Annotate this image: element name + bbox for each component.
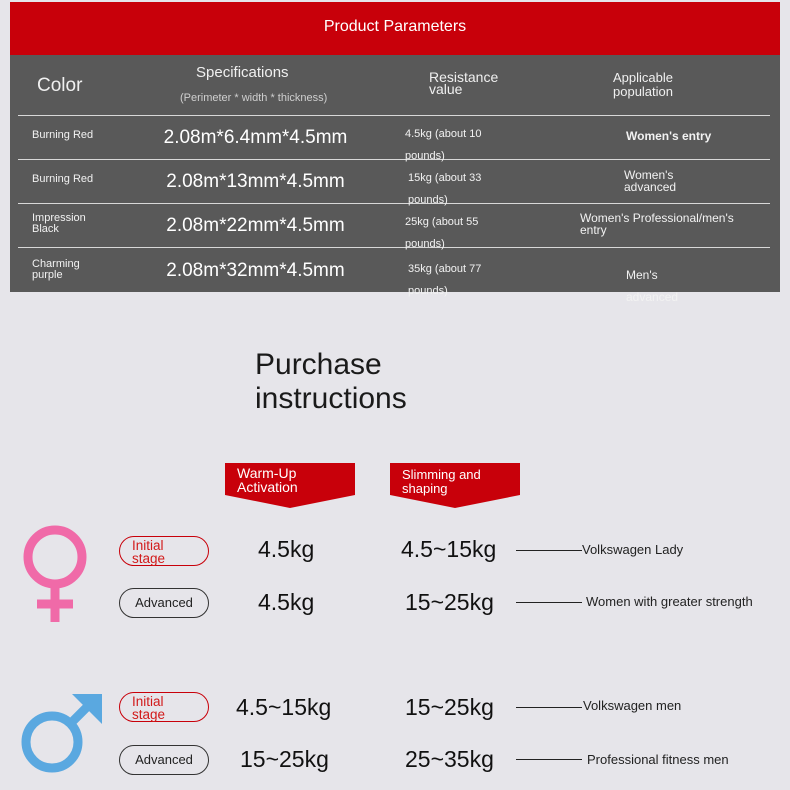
warmup-value: 15~25kg xyxy=(240,746,329,772)
row-divider xyxy=(18,247,770,248)
row-spec: 2.08m*13mm*4.5mm xyxy=(166,171,345,192)
column-label-warmup xyxy=(225,463,355,508)
stage-label-line: Initial xyxy=(132,538,164,553)
row-population-line: Men's xyxy=(626,268,658,282)
stage-pill xyxy=(119,588,209,618)
shaping-value: 15~25kg xyxy=(405,694,494,720)
row-population-line: entry xyxy=(580,223,607,237)
row-spec: 2.08m*6.4mm*4.5mm xyxy=(163,127,348,148)
row-color-line: Charming xyxy=(32,258,80,270)
row-population-line: Women's entry xyxy=(626,129,712,143)
row-color xyxy=(32,130,112,141)
header-population-line: population xyxy=(613,84,673,99)
row-spec: 2.08m*32mm*4.5mm xyxy=(166,260,345,281)
row-resistance-line: 4.5kg (about 10 xyxy=(405,128,482,140)
stage-pill xyxy=(119,745,209,775)
shaping-value: 4.5~15kg xyxy=(401,536,497,562)
shaping-value: 25~35kg xyxy=(405,746,494,772)
column-label-line: shaping xyxy=(402,481,448,496)
row-population-line: Women's Professional/men's xyxy=(580,211,734,225)
header-specifications-sub: (Perimeter * width * thickness) xyxy=(180,92,328,104)
row-color xyxy=(32,259,112,281)
audience-label: Volkswagen men xyxy=(583,698,682,713)
row-population xyxy=(626,264,678,308)
row-population-line: Women's xyxy=(624,168,674,182)
row-resistance xyxy=(408,167,503,211)
row-population xyxy=(626,130,711,142)
leader-line xyxy=(516,759,582,760)
header-population xyxy=(613,71,703,99)
row-resistance-line: pounds) xyxy=(405,238,445,250)
leader-line xyxy=(516,602,582,603)
title-line: instructions xyxy=(255,382,407,415)
column-label-line: Warm-Up xyxy=(237,465,297,481)
row-color-line: purple xyxy=(32,269,63,281)
row-resistance-line: 35kg (about 77 xyxy=(408,263,482,275)
stage-label-line: Advanced xyxy=(135,595,193,610)
row-resistance-line: pounds) xyxy=(408,285,448,297)
row-color xyxy=(32,213,112,235)
header-resistance xyxy=(429,71,519,95)
warmup-value: 4.5kg xyxy=(258,589,315,615)
header-resistance-line: value xyxy=(429,81,463,97)
row-resistance-line: 25kg (about 55 xyxy=(405,216,479,228)
row-spec: 2.08m*22mm*4.5mm xyxy=(166,215,345,236)
table-title: Product Parameters xyxy=(10,2,780,55)
column-label-line: Slimming and xyxy=(402,467,481,482)
row-population xyxy=(580,212,734,236)
product-parameters-table xyxy=(10,2,780,304)
row-resistance xyxy=(405,123,500,167)
title-line: Purchase xyxy=(255,348,382,381)
shaping-value: 15~25kg xyxy=(405,589,494,615)
row-divider xyxy=(18,115,770,116)
row-population xyxy=(624,169,676,193)
leader-line xyxy=(516,707,582,708)
male-symbol-icon xyxy=(16,692,104,780)
row-color-line: Impression xyxy=(32,212,86,224)
row-resistance-line: pounds) xyxy=(405,150,445,162)
row-color xyxy=(32,174,112,185)
stage-pill xyxy=(119,536,209,566)
stage-label-line: Initial xyxy=(132,694,164,709)
stage-label-line: Advanced xyxy=(135,752,193,767)
leader-line xyxy=(516,550,582,551)
stage-label-line: stage xyxy=(132,707,166,722)
row-color-line: Burning Red xyxy=(32,129,94,141)
purchase-instructions-title xyxy=(255,348,515,416)
header-population-line: Applicable xyxy=(613,70,673,85)
row-resistance-line: pounds) xyxy=(408,194,448,206)
audience-label: Women with greater strength xyxy=(586,594,753,609)
row-population-line: advanced xyxy=(626,290,679,304)
header-resistance-line: Resistance xyxy=(429,69,499,85)
row-divider xyxy=(18,203,770,204)
audience-label: Volkswagen Lady xyxy=(582,542,684,557)
stage-label-line: stage xyxy=(132,551,166,566)
row-population-line: advanced xyxy=(624,180,677,194)
column-label-shaping xyxy=(390,463,520,508)
header-specifications: Specifications xyxy=(196,64,289,81)
warmup-value: 4.5kg xyxy=(258,536,315,562)
audience-label: Professional fitness men xyxy=(587,752,729,767)
row-color-line: Black xyxy=(32,223,59,235)
row-resistance-line: 15kg (about 33 xyxy=(408,172,482,184)
row-resistance xyxy=(408,258,503,302)
row-color-line: Burning Red xyxy=(32,173,94,185)
header-color: Color xyxy=(37,75,83,96)
warmup-value: 4.5~15kg xyxy=(236,694,332,720)
stage-pill xyxy=(119,692,209,722)
female-symbol-icon xyxy=(20,520,90,625)
row-divider xyxy=(18,159,770,160)
column-label-line: Activation xyxy=(237,479,298,495)
row-resistance xyxy=(405,211,500,255)
